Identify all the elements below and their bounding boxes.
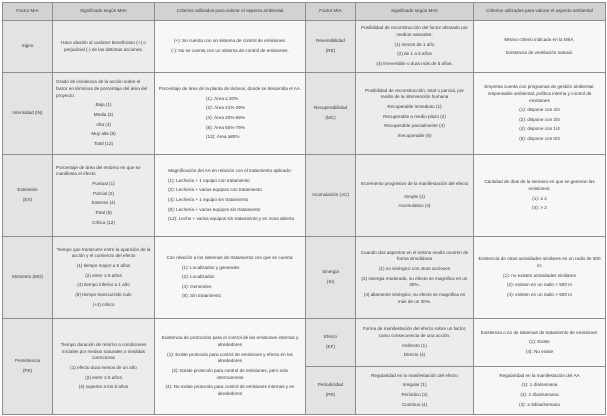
- sig-sinergia: Cuando dos aspectos en el mismo medio ocurren de forma simultánea (1) no sinérgico con otras acciones (2) sinergia moderada, su efecto se magnifica en un 30%. (4) altamente sinérgico, su efecto se magnifica en más de un 30%.: [356, 237, 474, 319]
- header-factor-2: Factor MIA: [306, 3, 356, 21]
- factor-persistencia: Persistencia (PE): [3, 319, 53, 415]
- crit-acumulacion: Cantidad de días de la semana en que se generan las emisiones: (1): ≤ 2 (4): > 2: [474, 155, 606, 237]
- crit-reversibilidad: Mismo criterio indicado en la MIIA. Existencia de ventilación natural.: [474, 21, 606, 73]
- sig-momento: Tiempo que transcurre entre la aparición de la acción y el comienzo del efecto (1) tiempo mayor a 5 años (2) entre 1-5 años (4) tiempo inferior a 1 año (8) tiempo transcurrido nulo (+4) crítico: [53, 237, 155, 319]
- sig-acumulacion: Incremento progresivo de la manifestación del efecto Simple (1) Acumulativo (4): [356, 155, 474, 237]
- crit-periodicidad: Regularidad en la manifestación del AA (1): 1 día/semana (2): 2 días/semana (4): ≥ 3días/semana: [474, 367, 606, 415]
- crit-extension: Magnificación del AA en relación con el tratamiento aplicado: (1): Lechería + 1 equipo con tratamiento (2): Lechería + varios equipos con tratamiento (4): Lechería + 1 equipo sin tratamiento (8): Lechería + varios equipos sin tratamiento (12): Leche + varios equipos sin tratamiento y en zona abierta: [155, 155, 306, 237]
- header-significado: Significado según MIIA: [53, 3, 155, 21]
- factor-efecto: Efecto (EF): [306, 319, 356, 367]
- crit-signo: (+): Se cuenta con un sistema de control de emisiones. (-): No se cuenta con un sistema de control de emisiones.: [155, 21, 306, 73]
- factor-extension: Extensión (EX): [3, 155, 53, 237]
- crit-momento: Con relación a los sistemas de tratamiento con que se cuenta: (1): Localizados y generales (2): Localizados (4): Generales (8): Sin tratamiento: [155, 237, 306, 319]
- impact-criteria-table: [2, 2, 606, 415]
- factor-momento: Momento (MO): [3, 237, 53, 319]
- row-persistencia: [3, 319, 606, 367]
- sig-efecto: Forma de manifestación del efecto sobre un factor, como consecuencia de una acción. Indirecto (1) Directo (4): [356, 319, 474, 367]
- row-extension: [3, 155, 606, 237]
- sig-extension: Porcentaje de área del entorno en que se manifiesta el efecto Puntual (1) Parcial (2) Extenso (4) Total (8) Crítica (12): [53, 155, 155, 237]
- sig-periodicidad: Regularidad en la manifestación del efecto Irregular (1) Periódico (2) Continuo (4): [356, 367, 474, 415]
- sig-persistencia: Tiempo duración de retorno a condiciones iniciales por medios naturales o medidas correctoras (1) efecto dura menos de un año (2) entre 1-5 años (4) superior a los 5 años: [53, 319, 155, 415]
- row-momento: [3, 237, 606, 319]
- row-signo: [3, 21, 606, 73]
- factor-recuperabilidad: Recuperabilidad (MC): [306, 73, 356, 155]
- row-intensidad: [3, 73, 606, 155]
- impact-criteria-table-wrapper: [2, 2, 605, 414]
- factor-acumulacion: Acumulación (AC): [306, 155, 356, 237]
- sig-recuperabilidad: Posibilidad de reconstrucción, total o parcial, por medio de la intervención humana Recuperable inmediato (1) Recuperable a medio plazo (2) Recuperable parcialmente (4) Irrecuperable (8): [356, 73, 474, 155]
- crit-persistencia: Existencia de protocolos para el control de las emisiones internas y alrededores (1): Existe protocolo para control de emisiones y efecto en los alrededores (2): Existe protocolo para control de emisiones, pero solo internamente (4): No existe protocolo para control de emisiones internas y en alrededores: [155, 319, 306, 415]
- sig-signo: Hace alusión al carácter beneficioso (+) o perjudicial (-) de las distintas acciones.: [53, 21, 155, 73]
- crit-recuperabilidad: Empresa cuenta con programas de gestión ambiental, responsable ambiental, política interna y control de emisiones (1): dispone con 4/4 (2): dispone con 3/4 (4): dispone con 1/4 (8): dispone con 0/4: [474, 73, 606, 155]
- factor-signo: Signo: [3, 21, 53, 73]
- header-significado-2: Significado según MIIA: [356, 3, 474, 21]
- crit-intensidad: Porcentaje de área de la planta de lácteos, donde se desarrolla el AA. (1): Área ≤ 20% (2): Área 21%-39% (4): Área 40%-59% (8): Área 60%-79% (12): Área ≥80%: [155, 73, 306, 155]
- factor-sinergia: Sinergia (SI): [306, 237, 356, 319]
- crit-efecto: Existencia o no de sistemas de tratamiento de emisiones: (1): Existe (4): No existe: [474, 319, 606, 367]
- factor-reversibilidad: Reversibilidad (RE): [306, 21, 356, 73]
- header-row: [3, 3, 606, 21]
- sig-intensidad: Grado de incidencia de la acción sobre el factor en términos de porcentaje del área del proyecto. Baja (1) Media (2) Alta (4) Muy alta (8) Total (12): [53, 73, 155, 155]
- crit-sinergia: Existencia de otras actividades similares en un radio de 500 m: (1): no existen actividades similares (2): existen en un radio < 500 m (4): existen en un radio > 500 m: [474, 237, 606, 319]
- sig-reversibilidad: Posibilidad de reconstrucción del factor afectado por medios naturales: (1) menos de 1 año (2) de 1 a 5 años (4) irreversible o dura más de 5 años.: [356, 21, 474, 73]
- header-criterios-2: Criterios utilizados para valorar el aspecto ambiental: [474, 3, 606, 21]
- factor-periodicidad: Periodicidad (PR): [306, 367, 356, 415]
- factor-intensidad: Intensidad (IN): [3, 73, 53, 155]
- header-factor: Factor MIA: [3, 3, 53, 21]
- header-criterios: Criterios utilizados para valorar el aspecto ambiental: [155, 3, 306, 21]
